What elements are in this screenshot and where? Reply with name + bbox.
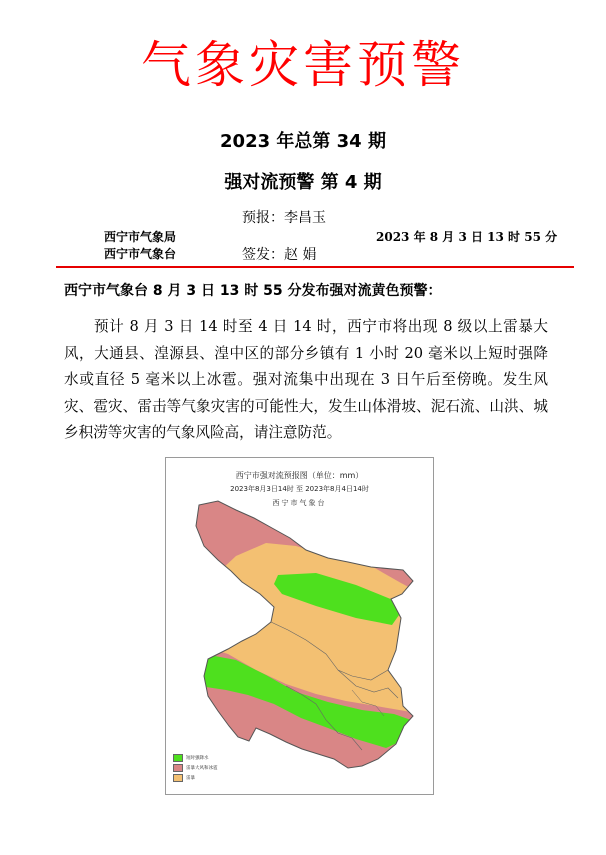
document-title: 气象灾害预警 bbox=[141, 36, 465, 94]
map-issuer: 西宁市气象台 bbox=[272, 499, 327, 507]
legend-item-short-rain bbox=[173, 754, 209, 762]
header-divider bbox=[56, 266, 574, 268]
legend-label-short-rain: 短时强降水 bbox=[186, 756, 209, 761]
forecaster-line: 预报：李昌玉 bbox=[242, 210, 326, 226]
alert-body: 预计 8 月 3 日 14 时至 4 日 14 时，西宁市将出现 8 级以上雷暴大风，大通县、湟源县、湟中区的部分乡镇有 1 小时 20 毫米以上短时强降水或直径 5 毫米以上冰雹。强对流集中出现在 3 日午后至傍晚。发生风灾、雹灾、雷击等气象灾害的可能性大，发生山体滑坡、泥石流、山洪、城乡积涝等灾害的气象风险高，请注意防范。 bbox=[64, 318, 548, 441]
legend-label-thunderstorm: 雷暴 bbox=[186, 776, 195, 781]
legend-item-thunderstorm bbox=[173, 774, 195, 782]
issue-date: 2023 年 8 月 3 日 13 时 55 分 bbox=[376, 230, 558, 244]
legend-swatch-pink bbox=[173, 764, 183, 772]
alert-headline: 西宁市气象台 8 月 3 日 13 时 55 分发布强对流黄色预警： bbox=[64, 283, 442, 299]
signer-line: 签发：赵 娟 bbox=[242, 247, 317, 263]
issue-total-number: 2023 年总第 34 期 bbox=[220, 131, 386, 152]
forecast-map bbox=[165, 457, 434, 795]
agency-bureau: 西宁市气象局 bbox=[104, 230, 177, 244]
legend-swatch-green bbox=[173, 754, 183, 762]
legend-swatch-orange bbox=[173, 774, 183, 782]
map-graphic bbox=[166, 458, 433, 794]
map-period: 2023年8月3日14时 至 2023年8月4日14时 bbox=[230, 485, 369, 493]
legend-item-wind-hail bbox=[173, 764, 218, 772]
map-title: 西宁市强对流预报图（单位：mm） bbox=[235, 471, 364, 480]
agency-observatory: 西宁市气象台 bbox=[104, 247, 177, 261]
legend-label-wind-hail: 雷暴大风和冰雹 bbox=[186, 766, 218, 771]
issue-warning-number: 强对流预警 第 4 期 bbox=[224, 172, 382, 193]
